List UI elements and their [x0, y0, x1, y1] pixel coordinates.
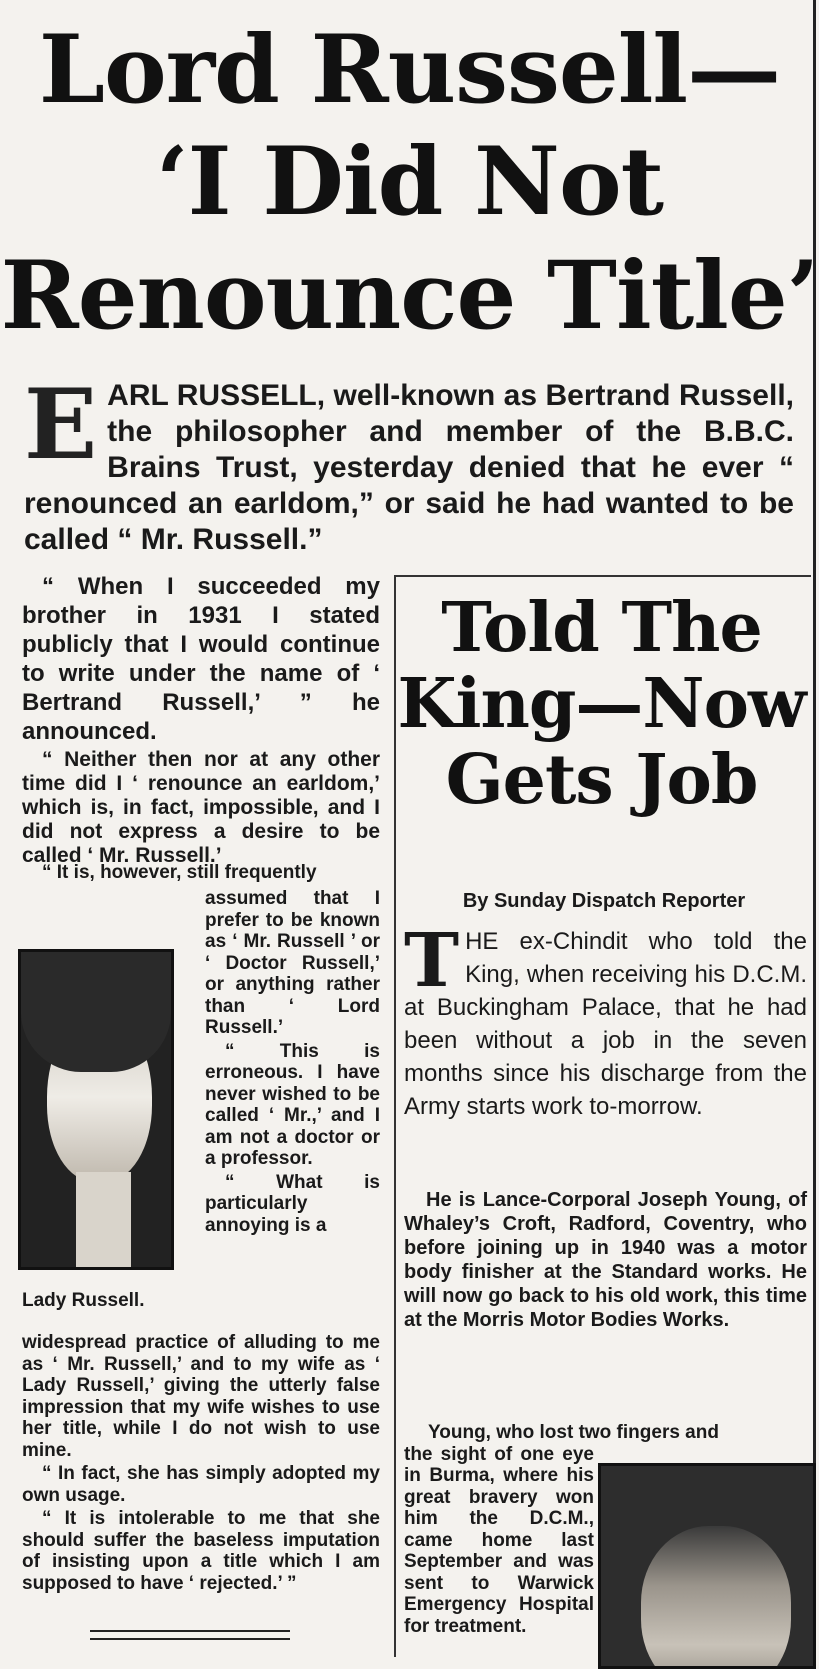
- headline-line-2: ‘I Did Not: [155, 127, 664, 237]
- right-paragraph-2: He is Lance-Corporal Joseph Young, of Whaley’s Croft, Radford, Coventry, who before joining up in 1940 was a motor body finisher at the Standard works. He will now go back to his old work, this time at the Morris Motor Bodies Works.: [404, 1189, 807, 1331]
- subhead-line-3: Gets Job: [445, 740, 758, 820]
- left-paragraph-5: “ In fact, she has simply adopted my own usage.: [22, 1463, 380, 1506]
- subhead-line-2: King—Now: [397, 664, 806, 744]
- narrow-column: [205, 888, 380, 1238]
- photo-caption: Lady Russell.: [22, 1290, 145, 1311]
- byline: By Sunday Dispatch Reporter: [462, 890, 746, 912]
- left-paragraph-4: widespread practice of alluding to me as ‘ Mr. Russell,’ and to my wife as ‘ Lady Russell,’ giving the utterly false impression that my wife wishes to use her title, while I do not wish to use mine.: [22, 1332, 380, 1461]
- right-lead-text: HE ex-Chindit who told the King, when receiving his D.C.M. at Buckingham Palace, that he had been without a job in the seven months since his discharge from the Army starts work to-morrow.: [404, 928, 807, 1120]
- subhead-line-1: Told The: [441, 588, 762, 668]
- column-end-rule: [90, 1630, 290, 1640]
- photo-neck: [76, 1172, 131, 1270]
- left-column-lower: [22, 1332, 380, 1596]
- narrow-paragraph-2: “ This is erroneous. I have never wished to be called ‘ Mr.,’ and I am not a doctor or a professor.: [205, 1040, 380, 1169]
- left-paragraph-2: “ Neither then nor at any other time did I ‘ renounce an earldom,’ which is, in fact, impossible, and I did not express a desire to be called ‘ Mr. Russell.’: [22, 748, 380, 867]
- lede-text: ARL RUSSELL, well-known as Bertrand Russell, the philosopher and member of the B.B.C. Brains Trust, yesterday denied that he ever “ renounced an earldom,” or said he had wanted to be called “ Mr. Russell.”: [24, 379, 794, 556]
- right-body-lower: [404, 1422, 719, 1637]
- left-paragraph-3-lead: “ It is, however, still frequently: [42, 862, 317, 883]
- left-column: [22, 572, 380, 870]
- right-body: [404, 1188, 807, 1340]
- subhead: [394, 590, 809, 818]
- left-paragraph-1: “ When I succeeded my brother in 1931 I stated publicly that I would continue to write under the name of ‘ Bertrand Russell,’ ” he announced.: [22, 573, 380, 745]
- right-paragraph-3-rest: the sight of one eye in Burma, where his great bravery won him the D.C.M., came home last September and was sent to Warwick Emergency Hospital for treatment.: [404, 1443, 594, 1637]
- lede-drop-cap: E: [24, 368, 98, 481]
- photo-face: [641, 1526, 791, 1669]
- headline-line-1: Lord Russell—: [38, 15, 781, 125]
- narrow-paragraph-3: “ What is particularly annoying is a: [205, 1171, 380, 1236]
- headline-line-3: Renounce Title’: [0, 241, 819, 351]
- narrow-paragraph-1: assumed that I prefer to be known as ‘ Mr. Russell ’ or ‘ Doctor Russell,’ or anything rather than ‘ Lord Russell.’: [205, 888, 380, 1038]
- photo-hair: [21, 952, 171, 1072]
- right-lead: [404, 918, 807, 1123]
- joseph-young-photo: [598, 1463, 816, 1669]
- right-drop-cap: T: [404, 918, 460, 1004]
- right-paragraph-3-first: Young, who lost two fingers and: [428, 1422, 719, 1443]
- lady-russell-photo: [18, 949, 174, 1270]
- left-paragraph-6: “ It is intolerable to me that she should suffer the baseless imputation of insisting upon a title which I am supposed to have ‘ rejected.’ ”: [22, 1508, 380, 1594]
- lede-paragraph: [24, 368, 794, 558]
